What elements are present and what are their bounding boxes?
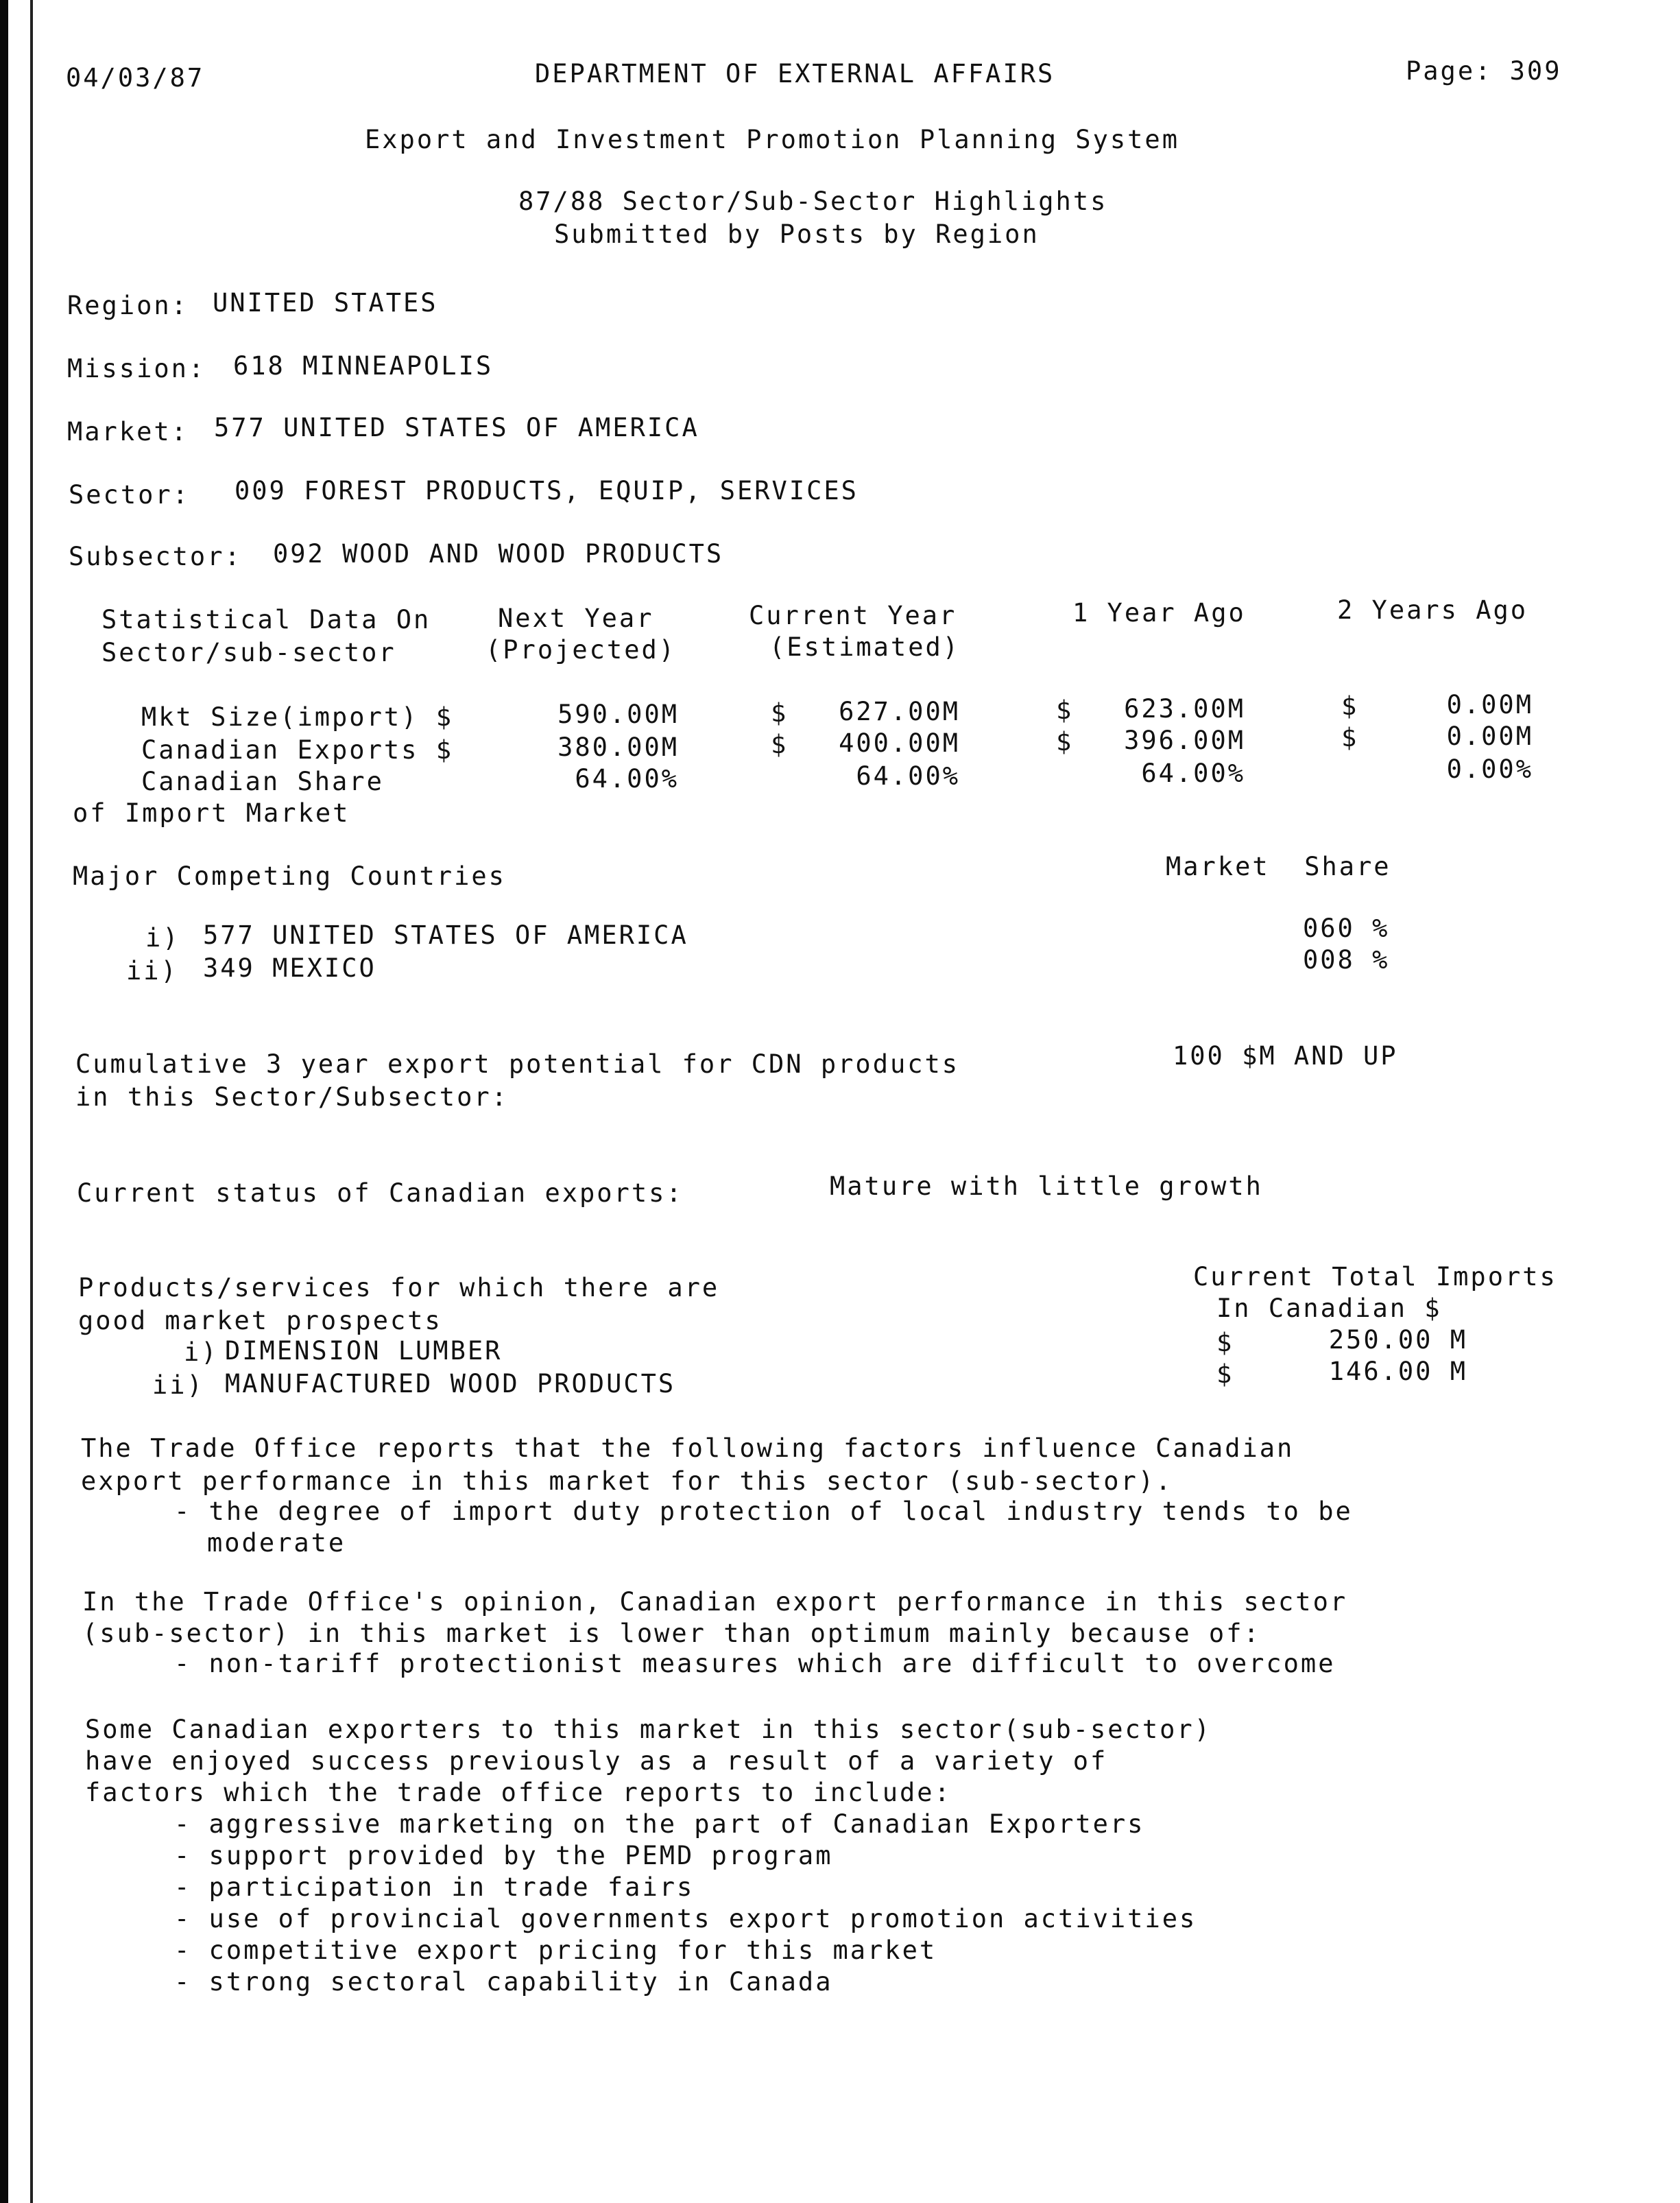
opinion-bullet: - non-tariff protectionist measures which are difficult to overcome [174,1649,1336,1678]
prospect-name: DIMENSION LUMBER [225,1336,503,1366]
stats-header-label: Statistical Data On [101,605,431,634]
stats-cell-current: 627.00M [839,697,960,726]
prospect-index: ii) [152,1370,204,1400]
stats-cell-currency: $ [771,698,789,728]
prospect-currency: $ [1216,1359,1234,1389]
potential-label-2: in this Sector/Subsector: [75,1082,509,1112]
success-bullet: - competitive export pricing for this market [174,1936,937,1965]
success-intro-3: factors which the trade office reports to include: [85,1778,952,1807]
stats-share-suffix: of Import Market [73,798,350,828]
success-bullet: - strong sectoral capability in Canada [174,1967,833,1997]
competitor-index: i) [145,923,180,953]
scan-edge-line [30,0,33,2203]
col-1-year-ago: 1 Year Ago [1072,598,1246,628]
department-title: DEPARTMENT OF EXTERNAL AFFAIRS [535,59,1055,88]
status-value: Mature with little growth [830,1171,1263,1201]
success-bullet: - aggressive marketing on the part of Canadian Exporters [174,1809,1145,1839]
report-subtitle-2: Submitted by Posts by Region [554,219,1040,249]
stats-cell-2-years-ago: 0.00M [1446,690,1533,719]
stats-cell-currency: $ [1056,695,1074,725]
stats-cell-2-years-ago: 0.00M [1446,722,1533,751]
market-value: 577 UNITED STATES OF AMERICA [214,413,699,442]
scan-edge-left [0,0,8,2203]
stats-row-label: Canadian Share [141,767,384,796]
prospect-name: MANUFACTURED WOOD PRODUCTS [225,1369,676,1398]
sector-value: 009 FOREST PRODUCTS, EQUIP, SERVICES [235,476,859,505]
stats-cell-currency: $ [771,730,789,759]
stats-header-label-2: Sector/sub-sector [101,638,396,667]
region-label: Region: [67,291,189,320]
opinion-intro-2: (sub-sector) in this market is lower than optimum mainly because of: [82,1619,1261,1648]
col-next-year-sub: (Projected) [485,635,677,665]
report-subtitle: 87/88 Sector/Sub-Sector Highlights [518,187,1108,216]
stats-cell-currency: $ [1056,727,1074,757]
competitor-share: 008 % [1303,945,1390,975]
page-number: Page: 309 [1406,56,1562,86]
stats-cell-current: 400.00M [839,728,960,758]
potential-label: Cumulative 3 year export potential for CDN products [75,1049,960,1079]
report-date: 04/03/87 [66,63,205,93]
status-label: Current status of Canadian exports: [77,1178,684,1208]
market-label: Market: [67,417,189,446]
prospect-currency: $ [1216,1328,1234,1357]
success-bullet: - participation in trade fairs [174,1872,695,1902]
factors-bullet-cont: moderate [207,1528,346,1558]
success-bullet: - use of provincial governments export promotion activities [174,1904,1197,1933]
system-title: Export and Investment Promotion Planning System [365,125,1179,154]
competitor-share: 060 % [1303,914,1390,943]
success-bullet: - support provided by the PEMD program [174,1841,833,1870]
stats-cell-1-year-ago: 64.00% [1141,759,1245,788]
competitor-index: ii) [126,956,178,986]
col-2-years-ago: 2 Years Ago [1337,595,1528,625]
subsector-value: 092 WOOD AND WOOD PRODUCTS [273,539,724,569]
stats-cell-current: 64.00% [856,761,960,791]
competitor-name: 577 UNITED STATES OF AMERICA [203,920,688,950]
prospect-index: i) [184,1337,219,1367]
competitor-name: 349 MEXICO [203,953,376,983]
prospects-label-2: good market prospects [78,1306,442,1335]
subsector-label: Subsector: [69,542,242,571]
imports-header: Current Total Imports [1193,1262,1557,1291]
stats-cell-next: 590.00M [557,700,679,729]
mission-label: Mission: [67,354,206,383]
success-intro-2: have enjoyed success previously as a result of a variety of [85,1746,1108,1776]
stats-cell-currency: $ [1341,723,1359,752]
region-value: UNITED STATES [213,288,438,318]
success-intro: Some Canadian exporters to this market in this sector(sub-sector) [85,1715,1212,1744]
factors-intro-2: export performance in this market for this sector (sub-sector). [81,1466,1173,1496]
competitors-share-header: Market Share [1166,852,1391,881]
prospects-label: Products/services for which there are [78,1273,720,1302]
competitors-title: Major Competing Countries [73,861,506,891]
factors-bullet: - the degree of import duty protection of local industry tends to be [174,1497,1353,1526]
stats-row-label: Mkt Size(import) $ [141,702,453,732]
imports-header-2: In Canadian $ [1216,1294,1442,1323]
stats-cell-next: 64.00% [575,764,679,794]
mission-value: 618 MINNEAPOLIS [233,351,494,381]
stats-cell-currency: $ [1341,691,1359,721]
stats-row-label: Canadian Exports $ [141,735,453,765]
stats-cell-1-year-ago: 623.00M [1124,694,1245,724]
stats-cell-1-year-ago: 396.00M [1124,726,1245,755]
col-current-year: Current Year [749,601,957,630]
potential-value: 100 $M AND UP [1173,1041,1398,1071]
sector-label: Sector: [69,480,190,510]
stats-cell-2-years-ago: 0.00% [1446,754,1533,784]
col-next-year: Next Year [498,604,654,633]
prospect-value: 146.00 M [1328,1357,1467,1386]
col-current-year-sub: (Estimated) [769,632,961,662]
factors-intro: The Trade Office reports that the following factors influence Canadian [81,1433,1295,1463]
opinion-intro: In the Trade Office's opinion, Canadian export performance in this sector [82,1587,1348,1617]
stats-cell-next: 380.00M [557,733,679,762]
prospect-value: 250.00 M [1328,1325,1467,1355]
